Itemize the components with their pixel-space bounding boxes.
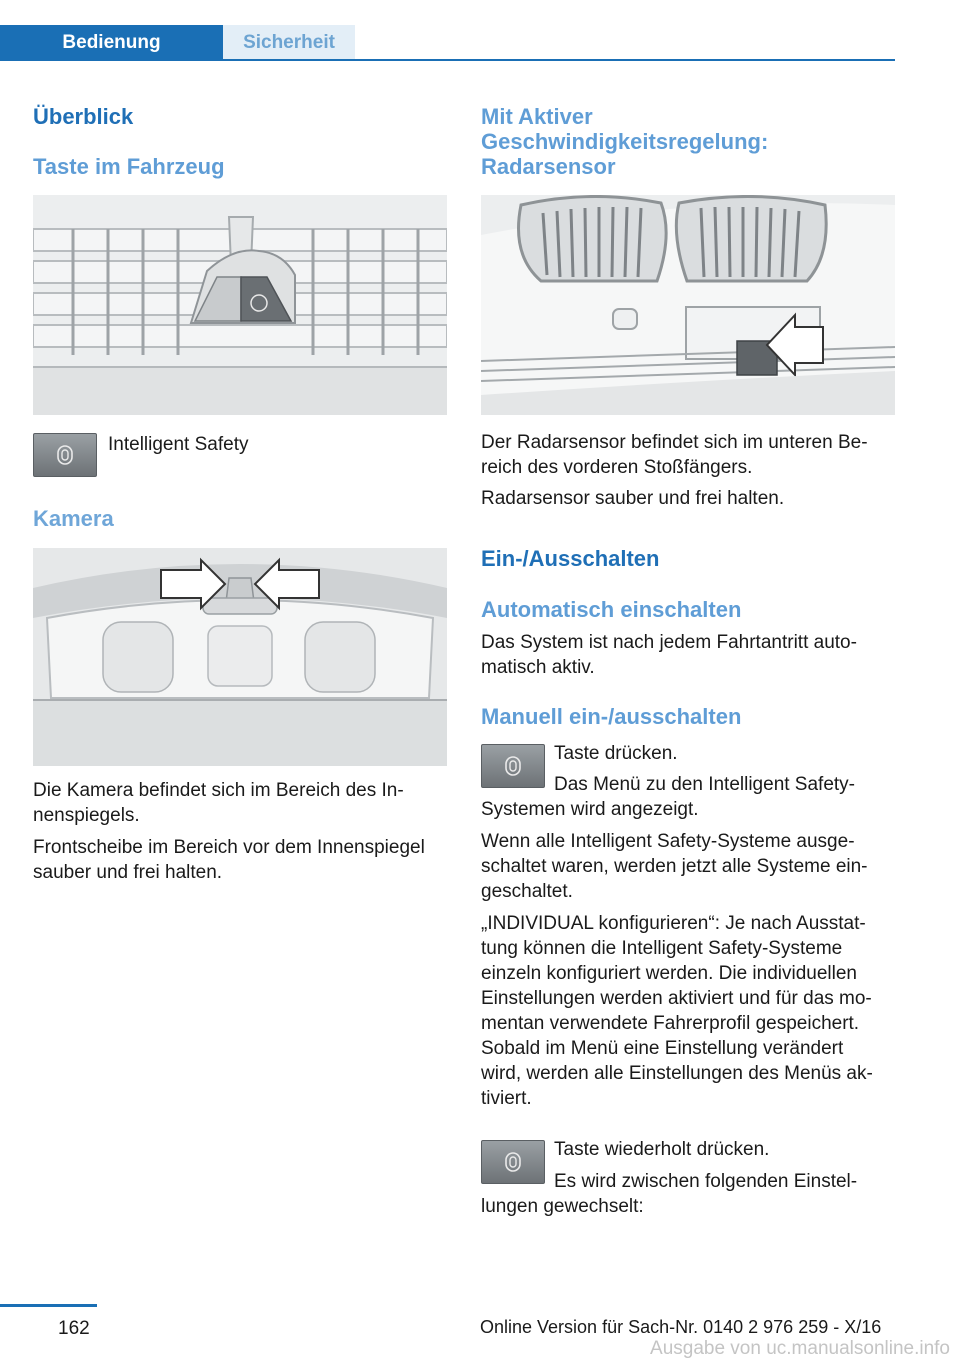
all-systems-off-paragraph: Wenn alle Intelligent Safety-Systeme ausge- schaltet waren, werden jetzt alle Systeme ein- geschaltet. [481, 831, 868, 902]
page-number-bar [0, 1304, 97, 1307]
menu-shown-text-line2: Systemen wird angezeigt. [481, 799, 699, 820]
grille-button-figure [33, 195, 447, 415]
individual-config-paragraph: „INDIVIDUAL konfigurieren“: Je nach Ausstat- tung können die Intelligent Safety-Systeme einzeln konfiguriert werden. Die individuellen Einstellungen werden aktiviert und für das mo- mentan verwendete Fahrerprofil gespeichert. Sobald im Menü eine Einstellung verändert wird, werden alle Einstellungen des Menüs ak- tiviert. [481, 913, 873, 1109]
subtitle-manual-on-off: Manuell ein-/ausschalten [481, 704, 742, 729]
auto-on-paragraph: Das System ist nach jedem Fahrtantritt auto- matisch aktiv. [481, 632, 857, 678]
radar-paragraph-location: Der Radarsensor befindet sich im unteren Be- reich des vorderen Stoßfängers. [481, 432, 868, 478]
watermark: Ausgabe von uc.manualsonline.info [650, 1338, 950, 1359]
press-repeatedly-text: Taste wiederholt drücken. [554, 1139, 770, 1160]
subtitle-auto-on: Automatisch einschalten [481, 597, 742, 622]
safety-shield-icon [55, 444, 75, 466]
tab-bedienung[interactable]: Bedienung [0, 25, 223, 61]
grille-illustration [33, 195, 447, 415]
windshield-interior-illustration [33, 548, 447, 766]
switch-settings-text-line2: lungen gewechselt: [481, 1196, 644, 1217]
safety-shield-icon [503, 755, 523, 777]
subtitle-camera: Kamera [33, 506, 114, 531]
bumper-radar-illustration [481, 195, 895, 415]
header-rule [223, 59, 895, 61]
subtitle-button-in-vehicle: Taste im Fahrzeug [33, 154, 225, 179]
radar-paragraph-clean: Radarsensor sauber und frei halten. [481, 488, 785, 509]
radar-figure [481, 195, 895, 415]
camera-figure [33, 548, 447, 766]
camera-paragraph-location: Die Kamera befindet sich im Bereich des In- nenspiegels. [33, 780, 404, 826]
safety-shield-icon [503, 1151, 523, 1173]
online-version-footer: Online Version für Sach-Nr. 0140 2 976 259 - X/16 [480, 1317, 882, 1337]
section-title-ueberblick: Überblick [33, 104, 134, 129]
intelligent-safety-button-icon [33, 433, 97, 477]
section-title-on-off: Ein-/Ausschalten [481, 546, 660, 571]
camera-paragraph-clean: Frontscheibe im Bereich vor dem Innenspiegel sauber und frei halten. [33, 837, 425, 883]
press-button-text: Taste drücken. [554, 743, 678, 764]
tab-sicherheit[interactable]: Sicherheit [223, 25, 355, 61]
menu-shown-text-line1: Das Menü zu den Intelligent Safety- [554, 774, 856, 795]
subtitle-radar-sensor: Mit Aktiver Geschwindigkeitsregelung: Radarsensor [481, 104, 769, 179]
button-caption: Intelligent Safety [108, 434, 249, 455]
switch-settings-text-line1: Es wird zwischen folgenden Einstel- [554, 1171, 858, 1192]
page-number: 162 [58, 1318, 90, 1339]
safety-button-icon-2 [481, 1140, 545, 1184]
safety-button-icon-1 [481, 744, 545, 788]
